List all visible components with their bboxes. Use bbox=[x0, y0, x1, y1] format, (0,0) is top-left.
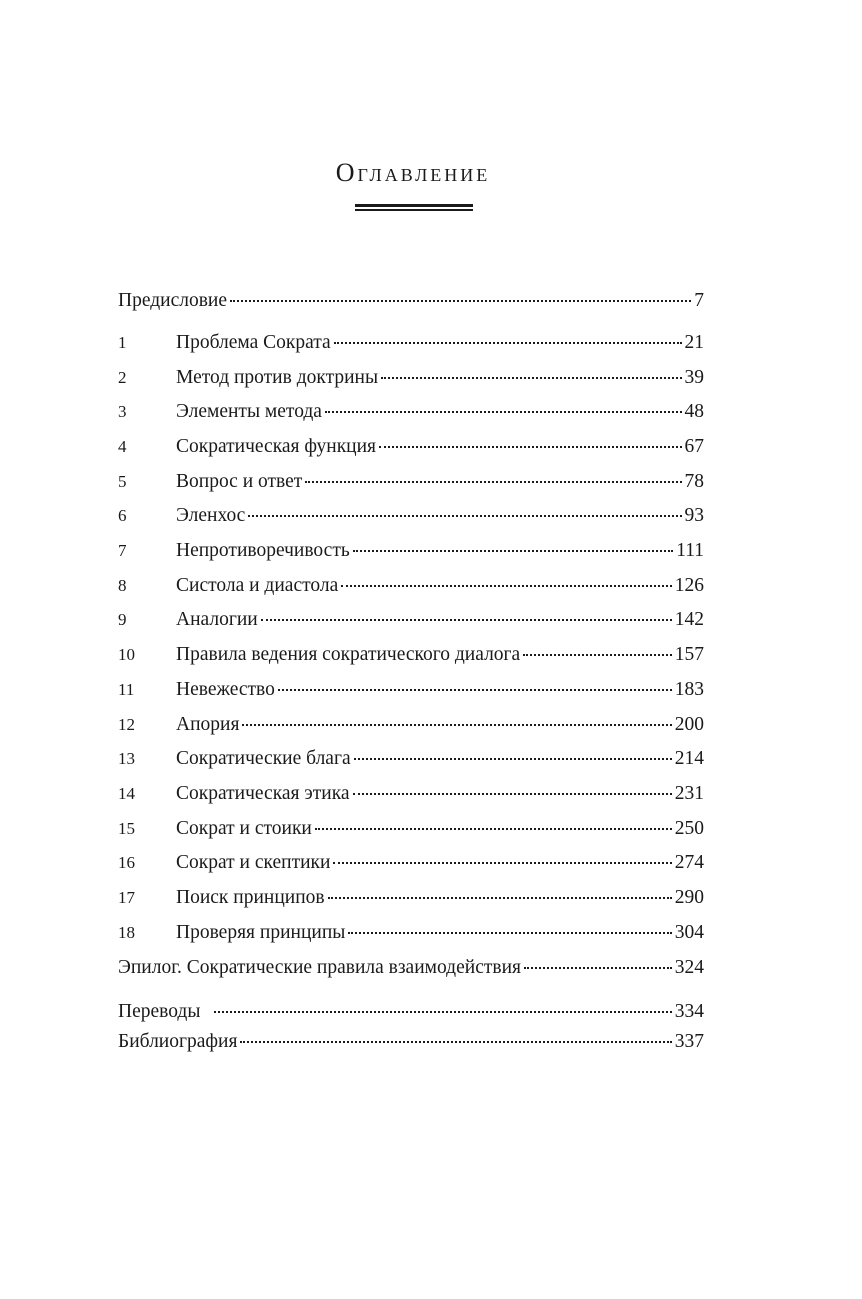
toc-label: Сократ и стоики bbox=[176, 818, 312, 839]
toc-entry-chapter[interactable] bbox=[118, 922, 704, 948]
toc-entry-chapter[interactable] bbox=[118, 748, 704, 774]
chapter-number: 16 bbox=[118, 853, 135, 872]
toc-page: 334 bbox=[674, 1001, 704, 1022]
toc-entry-chapter[interactable] bbox=[118, 714, 704, 740]
chapter-number: 13 bbox=[118, 749, 135, 768]
page-title: Оглавление bbox=[335, 158, 491, 187]
toc-entry-chapter[interactable] bbox=[118, 679, 704, 705]
toc-page: 250 bbox=[674, 818, 704, 839]
toc-entry-chapter[interactable] bbox=[118, 367, 704, 393]
toc-entry-chapter[interactable] bbox=[118, 818, 704, 844]
toc-page: 337 bbox=[674, 1031, 704, 1052]
toc-entry-chapter[interactable] bbox=[118, 644, 704, 670]
chapter-number: 10 bbox=[118, 645, 135, 664]
toc-entry-chapter[interactable] bbox=[118, 575, 704, 601]
toc-label: Систола и диастола bbox=[176, 575, 339, 596]
toc-entry-preface[interactable] bbox=[118, 290, 704, 316]
toc-label: Проверяя принципы bbox=[176, 922, 346, 943]
dot-leader bbox=[353, 793, 672, 795]
dot-leader bbox=[333, 862, 671, 864]
dot-leader bbox=[334, 342, 682, 344]
toc-page: 39 bbox=[684, 367, 704, 388]
toc-entry-chapter[interactable] bbox=[118, 505, 704, 531]
toc-page: 7 bbox=[694, 290, 704, 311]
toc-label: Невежество bbox=[176, 679, 275, 700]
toc-page: 290 bbox=[674, 887, 704, 908]
chapter-number: 18 bbox=[118, 923, 135, 942]
dot-leader bbox=[348, 932, 671, 934]
dot-leader bbox=[248, 515, 681, 517]
toc-label: Предисловие bbox=[118, 290, 228, 311]
toc-label: Непротиворечивость bbox=[176, 540, 350, 561]
chapter-number: 4 bbox=[118, 437, 127, 456]
toc-label: Переводы bbox=[118, 1001, 201, 1022]
toc-label: Правила ведения сократического диалога bbox=[176, 644, 521, 665]
toc-label: Проблема Сократа bbox=[176, 332, 331, 353]
dot-leader bbox=[305, 481, 681, 483]
toc-page: 93 bbox=[684, 505, 704, 526]
toc-label: Сократ и скептики bbox=[176, 852, 331, 873]
chapter-number: 12 bbox=[118, 715, 135, 734]
toc-page: 231 bbox=[674, 783, 704, 804]
dot-leader bbox=[379, 446, 681, 448]
dot-leader bbox=[328, 897, 672, 899]
dot-leader bbox=[381, 377, 681, 379]
toc-page: 142 bbox=[674, 609, 704, 630]
toc-entry-bibliography[interactable] bbox=[118, 1031, 704, 1057]
toc-label: Элементы метода bbox=[176, 401, 322, 422]
toc-entry-chapter[interactable] bbox=[118, 783, 704, 809]
chapter-number: 3 bbox=[118, 402, 127, 421]
title-double-rule bbox=[355, 204, 473, 211]
chapter-number: 5 bbox=[118, 472, 127, 491]
dot-leader bbox=[315, 828, 672, 830]
toc-entry-chapter[interactable] bbox=[118, 436, 704, 462]
chapter-number: 14 bbox=[118, 784, 135, 803]
toc-entry-translations[interactable] bbox=[118, 1001, 704, 1027]
dot-leader bbox=[524, 967, 672, 969]
dot-leader bbox=[341, 585, 672, 587]
toc-label: Сократические блага bbox=[176, 748, 351, 769]
toc-page: 183 bbox=[674, 679, 704, 700]
toc-label: Сократическая этика bbox=[176, 783, 350, 804]
toc-label: Эпилог. Сократические правила взаимодействия bbox=[118, 957, 521, 978]
chapter-number: 6 bbox=[118, 506, 127, 525]
toc-label: Эленхос bbox=[176, 505, 246, 526]
toc-label: Сократическая функция bbox=[176, 436, 377, 457]
toc-page: 200 bbox=[674, 714, 704, 735]
chapter-number: 11 bbox=[118, 680, 135, 699]
dot-leader bbox=[240, 1041, 671, 1043]
toc-entry-chapter[interactable] bbox=[118, 332, 704, 358]
toc-entry-chapter[interactable] bbox=[118, 471, 704, 497]
chapter-number: 2 bbox=[118, 368, 127, 387]
toc-page: 324 bbox=[674, 957, 704, 978]
dot-leader bbox=[278, 689, 672, 691]
dot-leader bbox=[242, 724, 671, 726]
dot-leader bbox=[523, 654, 672, 656]
dot-leader bbox=[354, 758, 672, 760]
toc-page: 48 bbox=[684, 401, 704, 422]
chapter-number: 1 bbox=[118, 333, 127, 352]
toc-entry-chapter[interactable] bbox=[118, 401, 704, 427]
dot-leader bbox=[214, 1011, 671, 1013]
toc-entry-chapter[interactable] bbox=[118, 540, 704, 566]
toc-page: 126 bbox=[674, 575, 704, 596]
toc-page: 78 bbox=[684, 471, 704, 492]
toc-label: Метод против доктрины bbox=[176, 367, 379, 388]
toc-label: Поиск принципов bbox=[176, 887, 325, 908]
toc-label: Вопрос и ответ bbox=[176, 471, 303, 492]
toc-page: 304 bbox=[674, 922, 704, 943]
toc-page: 274 bbox=[674, 852, 704, 873]
dot-leader bbox=[261, 619, 672, 621]
dot-leader bbox=[353, 550, 673, 552]
toc-entry-chapter[interactable] bbox=[118, 887, 704, 913]
toc-page: 214 bbox=[674, 748, 704, 769]
toc-page: 67 bbox=[684, 436, 704, 457]
toc-page: 157 bbox=[674, 644, 704, 665]
chapter-number: 15 bbox=[118, 819, 135, 838]
toc-entry-chapter[interactable] bbox=[118, 852, 704, 878]
dot-leader bbox=[325, 411, 682, 413]
chapter-number: 17 bbox=[118, 888, 135, 907]
toc-entry-epilogue[interactable] bbox=[118, 957, 704, 983]
toc-page: 111 bbox=[676, 540, 704, 561]
dot-leader bbox=[230, 300, 691, 302]
chapter-number: 8 bbox=[118, 576, 127, 595]
toc-label: Апория bbox=[176, 714, 240, 735]
toc-label: Библиография bbox=[118, 1031, 238, 1052]
chapter-number: 9 bbox=[118, 610, 127, 629]
toc-entry-chapter[interactable] bbox=[118, 609, 704, 635]
chapter-number: 7 bbox=[118, 541, 127, 560]
toc-label: Аналогии bbox=[176, 609, 258, 630]
toc-page: 21 bbox=[684, 332, 704, 353]
